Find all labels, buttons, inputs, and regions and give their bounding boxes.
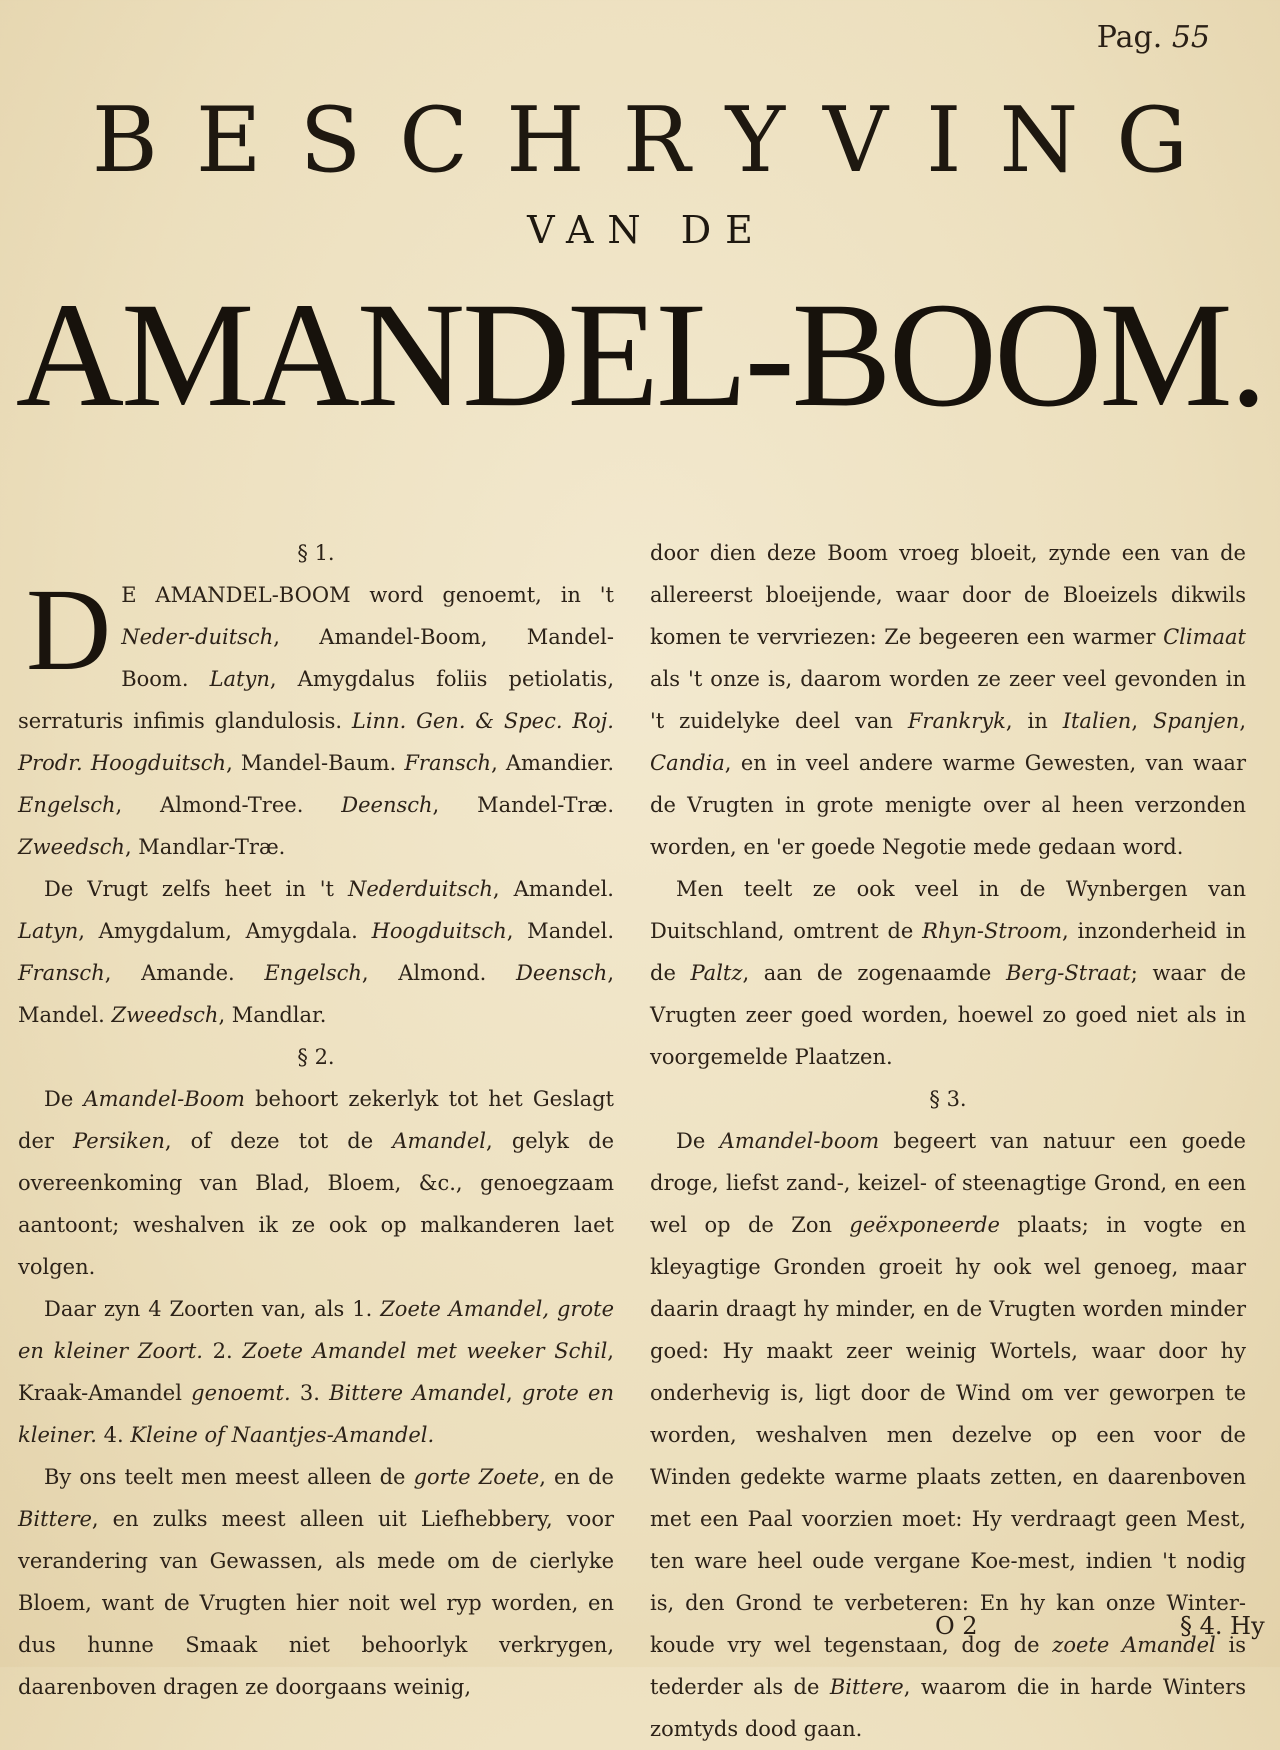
text-run-italic: Amandel-boom — [719, 1129, 880, 1153]
drop-cap: D — [26, 564, 112, 695]
text-run-italic: Fransch — [18, 961, 105, 985]
text-run: , in — [1005, 709, 1063, 733]
text-run: , — [1131, 709, 1153, 733]
text-run-italic: Neder-duitsch — [121, 625, 274, 649]
title-line-3: AMANDEL-BOOM. — [15, 272, 1265, 438]
text-run-italic: zoete Amandel — [1052, 1633, 1216, 1657]
text-run: E AMANDEL-BOOM word genoemt, in 't — [121, 583, 614, 607]
text-run: , of deze tot de — [164, 1129, 393, 1153]
text-run: begeert van natuur een goede droge, liefst zand-, keizel- of steenagtige Grond, en een wel op de Zon — [650, 1129, 1246, 1237]
paragraph-8 — [650, 1120, 1246, 1750]
text-run: 2. — [202, 1339, 243, 1363]
text-run-italic: Paltz — [690, 961, 743, 985]
text-run-italic: geëxponeerde — [849, 1213, 1000, 1237]
text-run: , inzonderheid in de — [650, 919, 1247, 985]
text-run: , Amygdalus foliis petiolatis, serraturis infimis glandulosis. — [18, 667, 615, 733]
catchword: § 4. Hy — [1180, 1612, 1265, 1640]
text-run: , Mandlar-Træ. — [124, 835, 286, 859]
text-run: , en zulks meest alleen uit Liefhebbery, voor verandering van Gewassen, als mede om de cierlyke Bloem, want de Vrugten hier noit wel ryp worden, en dus hunne Smaak niet behoorlyk verkrygen, daarenboven dragen ze doorgaans weinig, — [18, 1507, 614, 1699]
text-run: , Amandel. — [492, 877, 614, 901]
text-run: door dien deze Boom vroeg bloeit, zynde een van de allereerst bloeijende, waar door de Bloeizels dikwils komen te vervriezen: Ze begeeren een warmer — [650, 541, 1246, 649]
section-heading-3: § 3. — [929, 1087, 967, 1111]
text-run-italic: grote en kleiner. — [18, 1381, 614, 1447]
text-run-italic: Deensch — [341, 793, 433, 817]
text-run-italic: Zoete Amandel met weeker Schil — [242, 1339, 608, 1363]
text-run: , en de — [539, 1465, 614, 1489]
text-run-italic: Berg-Straat — [1005, 961, 1131, 985]
text-run-italic: Linn. Gen. & Spec. Roj. Prodr. — [18, 709, 614, 775]
text-run-italic: Zweedsch — [18, 835, 125, 859]
text-run: De — [676, 1129, 720, 1153]
text-run: , Amandel-Boom, Mandel-Boom. — [121, 625, 614, 691]
text-run: , Almond-Tree. — [115, 793, 342, 817]
page-number — [1097, 20, 1210, 55]
text-run-italic: Frankryk — [907, 709, 1006, 733]
text-run: , Mandlar. — [218, 1003, 327, 1027]
title-line-2: VAN DE — [527, 208, 767, 252]
pag-number: 55 — [1171, 20, 1210, 55]
text-run-italic: Bittere — [18, 1507, 92, 1531]
text-run: , gelyk de overeenkoming van Blad, Bloem, &c., genoegzaam aantoont; weshalven ik ze ook op malkanderen laet volgen. — [18, 1129, 614, 1279]
text-run-italic: Engelsch — [18, 793, 116, 817]
text-run-italic: Nederduitsch — [348, 877, 493, 901]
text-run-italic: Italien — [1062, 709, 1132, 733]
text-run: 3. — [290, 1381, 330, 1405]
text-run-italic: genoemt. — [191, 1381, 291, 1405]
section-heading-1: § 1. — [297, 541, 335, 565]
text-run-italic: Kleine of Naantjes-Amandel. — [130, 1423, 435, 1447]
text-run: , Almond. — [361, 961, 517, 985]
text-run-italic: Persiken — [73, 1129, 165, 1153]
paragraph-1 — [18, 564, 615, 868]
text-run: behoort zekerlyk tot het Geslagt der — [18, 1087, 614, 1153]
text-run: , waarom die in harde Winters zomtyds dood gaan. — [650, 1675, 1246, 1741]
text-run-italic: Amandel — [392, 1129, 487, 1153]
text-run: Daar zyn 4 Zoorten van, als 1. — [44, 1297, 381, 1321]
text-run: De Vrugt zelfs heet in 't — [44, 877, 348, 901]
text-run: plaats; in vogte en kleyagtige Gronden groeit hy ook wel genoeg, maar daarin draagt hy minder, en de Vrugten worden minder goed: Hy maakt zeer weinig Wortels, waar door hy onderhevig is, ligt door de Wind om ver geworpen te worden, weshalven men dezelve op een voor de Winden gedekte warme plaats zetten, en daarenboven met een Paal voorzien moet: Hy verdraagt geen Mest, ten ware heel oude vergane Koe-mest, indien 't nodig is, den Grond te verbeteren: En hy kan onze Winter-koude vry wel tegenstaan, dog de — [650, 1213, 1246, 1657]
text-run: is tederder als de — [650, 1633, 1246, 1699]
text-run: , Amandier. — [491, 751, 615, 775]
section-heading-2: § 2. — [297, 1045, 335, 1069]
text-run: , Mandel. — [18, 961, 614, 1027]
paragraph-6 — [650, 532, 1246, 868]
text-run: , Mandel. — [506, 919, 614, 943]
text-run-italic: Deensch — [516, 961, 608, 985]
text-run: als 't onze is, daarom worden ze zeer veel gevonden in 't zuidelyke deel van — [650, 667, 1246, 733]
text-run: , aan de zogenaamde — [742, 961, 1006, 985]
text-run-italic: Zweedsch — [111, 1003, 219, 1027]
text-run-italic: Latyn — [18, 919, 79, 943]
text-run-italic: Climaat — [1163, 625, 1246, 649]
text-run: , — [505, 1381, 522, 1405]
text-run: , Amygdalum, Amygdala. — [78, 919, 372, 943]
text-run-italic: Engelsch — [264, 961, 362, 985]
text-run: By ons teelt men meest alleen de — [44, 1465, 414, 1489]
paragraph-4 — [18, 1288, 614, 1456]
text-run: ; waar de Vrugten zeer goed worden, hoewel zo goed niet als in voorgemelde Plaatzen. — [650, 961, 1246, 1069]
left-column — [18, 532, 614, 1708]
paragraph-5 — [18, 1456, 614, 1708]
text-run: Men teelt ze ook veel in de Wynbergen van Duitschland, omtrent de — [650, 877, 1246, 943]
text-run-italic: gorte Zoete — [413, 1465, 540, 1489]
text-run-italic: Rhyn-Stroom — [922, 919, 1063, 943]
text-run-italic: Hoogduitsch — [90, 751, 227, 775]
text-run: , Amande. — [104, 961, 265, 985]
signature-mark: O 2 — [935, 1612, 978, 1640]
text-run-italic: Bittere Amandel — [329, 1381, 506, 1405]
text-run-italic: Candia — [650, 751, 725, 775]
text-run: , — [1239, 709, 1246, 733]
text-run-italic: Zoete Amandel, grote en kleiner Zoort. — [18, 1297, 614, 1363]
text-run: , Kraak-Amandel — [18, 1339, 614, 1405]
text-run: De — [44, 1087, 84, 1111]
right-column — [650, 532, 1246, 1750]
title-line-1: BESCHRYVING — [91, 88, 1227, 193]
text-run-italic: Amandel-Boom — [83, 1087, 245, 1111]
text-run: 4. — [96, 1423, 131, 1447]
text-run-italic: Fransch — [404, 751, 492, 775]
text-run-italic: Spanjen — [1152, 709, 1240, 733]
text-run-italic: Hoogduitsch — [371, 919, 507, 943]
text-run: , Mandel-Baum. — [226, 751, 405, 775]
paragraph-3 — [18, 1078, 614, 1288]
text-run-italic: Bittere — [829, 1675, 904, 1699]
text-run — [83, 751, 91, 775]
pag-label: Pag. — [1096, 20, 1163, 55]
paragraph-2 — [18, 868, 614, 1036]
text-run-italic: Latyn — [209, 667, 270, 691]
paragraph-7 — [650, 868, 1246, 1078]
text-run: , en in veel andere warme Gewesten, van waar de Vrugten in grote menigte over al heen verzonden worden, en 'er goede Negotie mede gedaan word. — [650, 751, 1246, 859]
text-run: , Mandel-Træ. — [432, 793, 615, 817]
